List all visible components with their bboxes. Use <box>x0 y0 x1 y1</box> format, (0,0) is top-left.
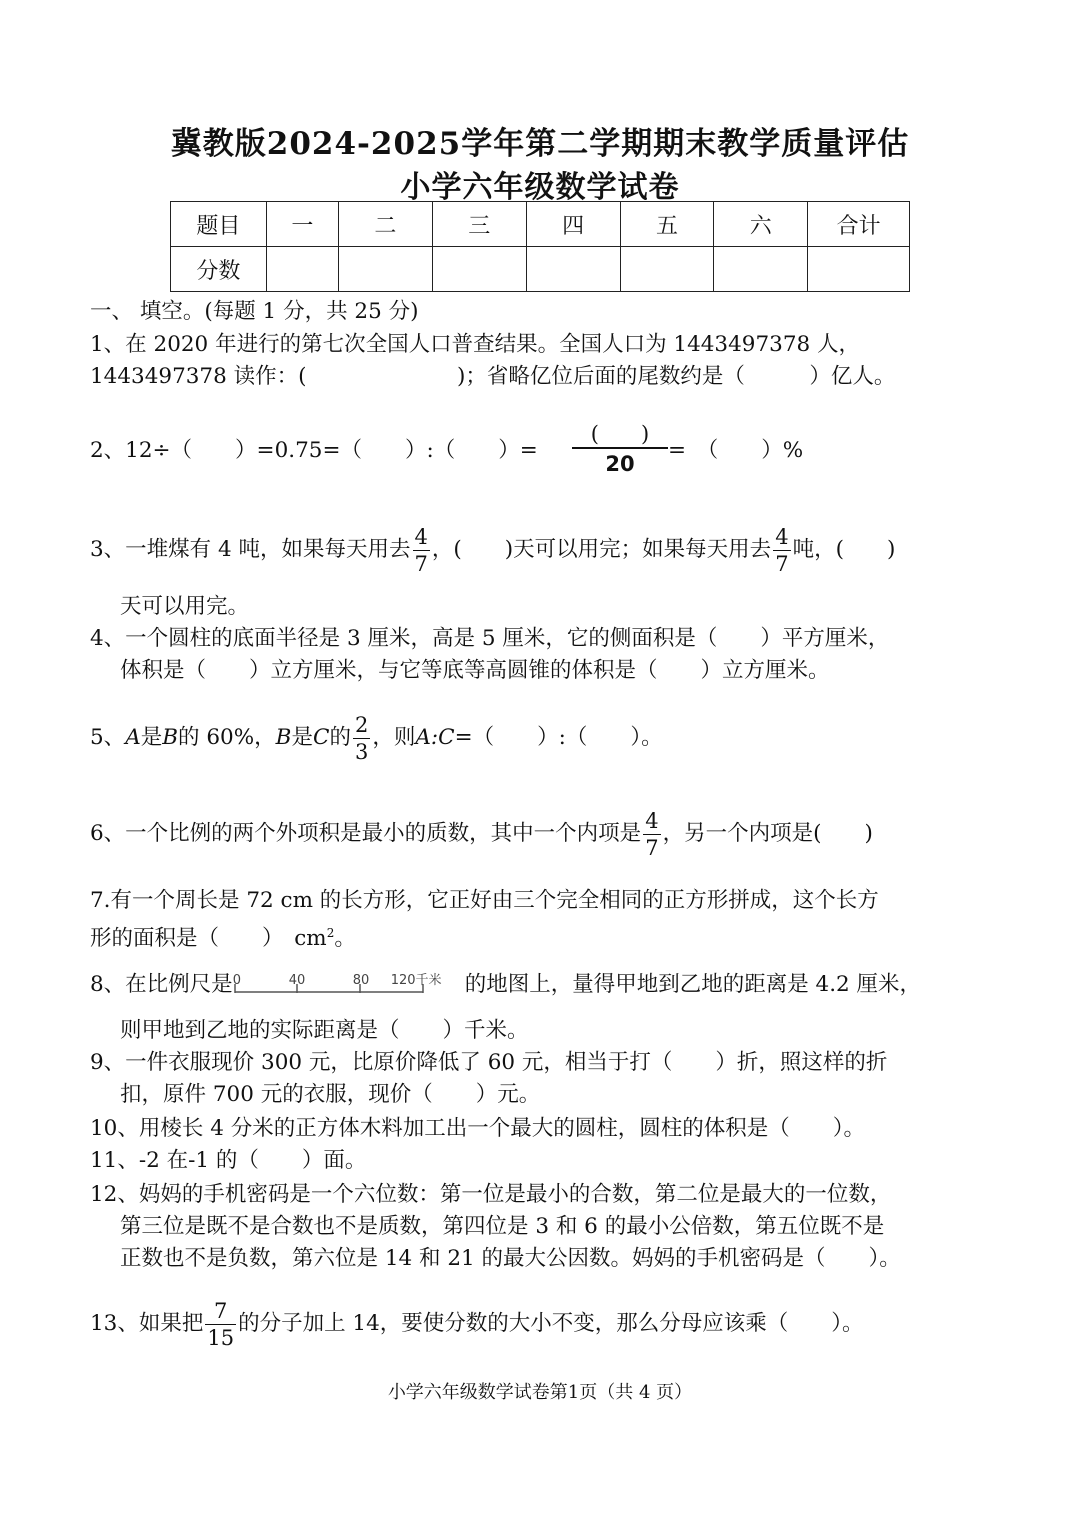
scale-label: 0 <box>232 973 241 988</box>
question-3-line-2: 天可以用完。 <box>120 594 250 619</box>
variable-b: B <box>275 725 292 750</box>
question-8 <box>90 970 921 1000</box>
fraction-denominator: 3 <box>354 739 369 764</box>
question-9-line-1: 9、一件衣服现价 300 元，比原价降低了 60 元，相当于打（ ）折，照这样的折 <box>90 1050 888 1075</box>
fraction-bar <box>572 447 668 449</box>
fraction-numerator: 2 <box>354 712 369 737</box>
fraction-denominator: 7 <box>414 551 428 576</box>
question-7-line-1: 7.有一个周长是 72 cm 的长方形，它正好由三个完全相同的正方形拼成，这个长方 <box>90 888 879 913</box>
score-table-score-row <box>171 247 910 292</box>
question-7-text: 形的面积是（ ） cm <box>90 926 327 952</box>
question-3-fraction-2 <box>773 524 790 577</box>
question-5-text: 的 60%， <box>178 725 276 750</box>
question-3-fraction <box>413 524 430 577</box>
question-3-part-b: ，( )天可以用完；如果每天用去 <box>431 537 772 562</box>
squared-superscript: 2 <box>326 926 335 940</box>
question-3 <box>90 522 895 578</box>
question-6-text: ，另一个内项是( ) <box>662 821 873 846</box>
question-5-text: =（ ）:（ ）。 <box>454 725 663 750</box>
question-2-text <box>90 436 538 466</box>
exam-title: 冀教版2024-2025学年第二学期期末教学质量评估 <box>170 126 910 162</box>
variable-a: A <box>125 725 141 750</box>
fraction-numerator: 4 <box>645 808 659 833</box>
scale-label: 40 <box>288 973 306 988</box>
question-5 <box>90 710 663 766</box>
question-6 <box>90 806 873 862</box>
question-13 <box>90 1296 864 1352</box>
fraction-denominator: 7 <box>775 551 789 576</box>
score-table-header-row <box>171 202 910 247</box>
question-5-number: 5、 <box>90 725 126 750</box>
score-header-cell: 六 <box>714 202 808 247</box>
exam-subtitle: 小学六年级数学试卷 <box>400 170 680 205</box>
scale-bar-figure <box>233 970 465 1000</box>
question-1-line-1: 1、在 2020 年进行的第七次全国人口普查结果。全国人口为 1443497378 人， <box>90 332 861 357</box>
fraction-denominator: 15 <box>207 1325 235 1350</box>
variable-c: C <box>313 725 330 750</box>
question-5-text: ，则 <box>372 725 416 750</box>
question-12-line-3: 正数也不是负数，第六位是 14 和 21 的最大公因数。妈妈的手机密码是（ ）。 <box>120 1246 901 1271</box>
question-5-text: 的 <box>329 725 351 750</box>
question-11: 11、-2 在-1 的（ ）面。 <box>90 1148 367 1173</box>
question-13-text: 的分子加上 14，要使分数的大小不变，那么分母应该乘（ ）。 <box>238 1311 864 1336</box>
ratio-a-c: A:C <box>415 725 455 750</box>
section-heading: 一、 填空。(每题 1 分，共 25 分) <box>90 299 419 324</box>
score-blank-cell[interactable] <box>266 247 338 292</box>
score-blank-cell[interactable] <box>432 247 526 292</box>
question-13-fraction <box>205 1298 236 1351</box>
score-header-cell: 四 <box>526 202 620 247</box>
question-6-fraction <box>643 808 660 861</box>
question-5-text: 是 <box>140 725 163 750</box>
question-10: 10、用棱长 4 分米的正方体木料加工出一个最大的圆柱，圆柱的体积是（ ）。 <box>90 1116 865 1141</box>
question-4-line-2: 体积是（ ）立方厘米，与它等底等高圆锥的体积是（ ）立方厘米。 <box>120 658 830 683</box>
score-table <box>170 201 910 292</box>
score-header-cell: 五 <box>620 202 714 247</box>
fraction-numerator: ( ) <box>590 422 650 446</box>
question-7-line-2 <box>90 918 356 954</box>
fraction-denominator: 20 <box>605 452 635 476</box>
question-9-line-2: 扣，原件 700 元的衣服，现价（ ）元。 <box>120 1082 541 1107</box>
fraction-denominator: 7 <box>645 835 659 860</box>
question-4-line-1: 4、一个圆柱的底面半径是 3 厘米，高是 5 厘米，它的侧面积是（ ）平方厘米， <box>90 626 890 651</box>
score-header-cell: 一 <box>266 202 338 247</box>
question-2-tail: = （ ）% <box>668 438 804 463</box>
question-12-line-2: 第三位是既不是合数也不是质数，第四位是 3 和 6 的最小公倍数，第五位既不是 <box>120 1214 885 1239</box>
score-header-cell: 二 <box>339 202 433 247</box>
question-1-line-2: 1443497378 读作：( )；省略亿位后面的尾数约是（ ）亿人。 <box>90 364 896 389</box>
page-footer: 小学六年级数学试卷第1页（共 4 页） <box>387 1382 693 1403</box>
question-7-text: 。 <box>334 926 356 952</box>
question-8-line-2: 则甲地到乙地的实际距离是（ ）千米。 <box>120 1018 529 1043</box>
score-blank-cell[interactable] <box>620 247 714 292</box>
question-12-line-1: 12、妈妈的手机密码是一个六位数：第一位是最小的合数，第二位是最大的一位数， <box>90 1182 892 1207</box>
question-8-text: 8、在比例尺是 <box>90 972 233 997</box>
score-header-cell: 合计 <box>808 202 910 247</box>
score-header-cell: 题目 <box>171 202 267 247</box>
question-5-text: 是 <box>291 725 313 750</box>
score-blank-cell[interactable] <box>339 247 433 292</box>
scale-label: 120千米 <box>390 973 442 988</box>
score-row-label: 分数 <box>171 247 267 292</box>
fraction-numerator: 4 <box>414 524 428 549</box>
scale-label: 80 <box>352 973 370 988</box>
score-blank-cell[interactable] <box>526 247 620 292</box>
question-2-fraction <box>572 418 668 476</box>
question-8-text: 的地图上，量得甲地到乙地的距离是 4.2 厘米， <box>464 972 922 997</box>
question-6-text: 6、一个比例的两个外项积是最小的质数，其中一个内项是 <box>90 821 642 846</box>
question-13-text: 13、如果把 <box>90 1311 204 1336</box>
score-blank-cell[interactable] <box>714 247 808 292</box>
question-3-part-c: 吨，( ) <box>792 537 896 562</box>
score-blank-cell[interactable] <box>808 247 910 292</box>
question-3-part-a: 3、一堆煤有 4 吨，如果每天用去 <box>90 537 411 562</box>
variable-b: B <box>162 725 179 750</box>
fraction-numerator: 7 <box>205 1298 236 1325</box>
question-5-fraction <box>353 712 370 765</box>
fraction-numerator: 4 <box>775 524 789 549</box>
question-2-lead: 2、12÷（ ）=0.75=（ ）:（ ）= <box>90 438 538 463</box>
score-header-cell: 三 <box>432 202 526 247</box>
